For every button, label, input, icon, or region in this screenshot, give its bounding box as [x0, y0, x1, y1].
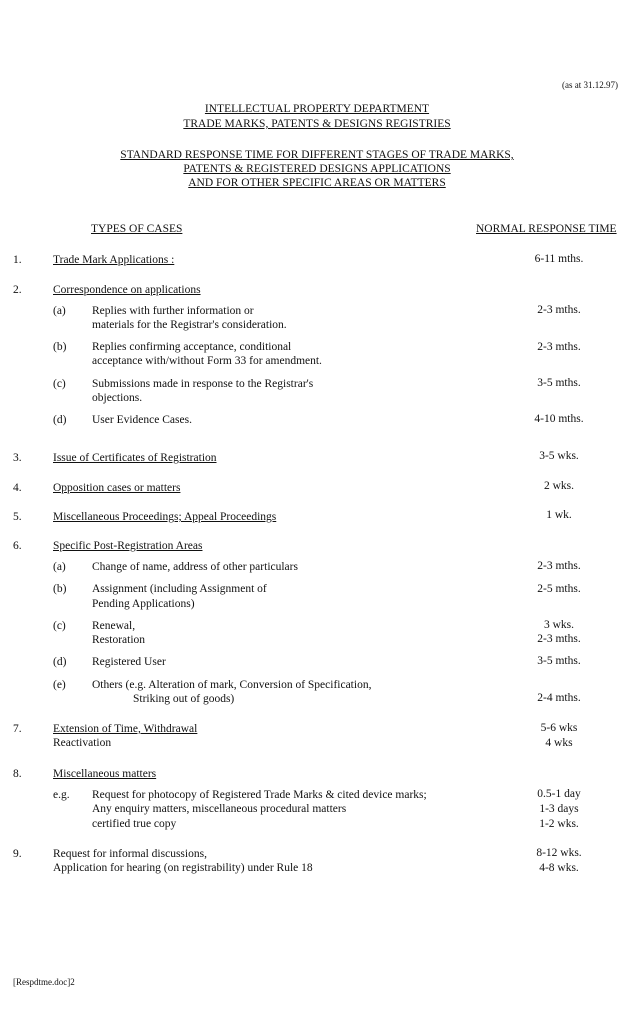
response-time: 3-5 mths. [537, 655, 581, 667]
response-time: 2-4 mths. [537, 692, 581, 704]
column-header-types: TYPES OF CASES [91, 223, 183, 235]
response-time: 4-8 wks. [539, 862, 579, 874]
column-header-time: NORMAL RESPONSE TIME [476, 223, 617, 235]
response-time: 3-5 wks. [539, 450, 579, 462]
item-number: 6. [13, 540, 22, 552]
sub-item-text: Replies with further information or [92, 305, 254, 317]
date-note: (as at 31.12.97) [562, 80, 618, 90]
item-title: Issue of Certificates of Registration [53, 452, 217, 464]
sub-item-text: objections. [92, 392, 143, 404]
response-time: 2 wks. [543, 480, 575, 492]
item-text: Application for hearing (on registrability) under Rule 18 [53, 862, 313, 874]
response-time: 5-6 wks [540, 722, 578, 734]
sub-item-label: (b) [53, 583, 67, 595]
example-label: e.g. [53, 789, 70, 801]
sub-item-label: (e) [53, 679, 66, 691]
sub-item-text: Registered User [92, 656, 166, 668]
response-time: 1 wk. [546, 509, 572, 521]
response-time: 2-3 mths. [537, 633, 581, 645]
response-time: 2-3 mths. [537, 560, 581, 572]
sub-item-text: Submissions made in response to the Registrar's [92, 378, 314, 390]
sub-item-text: Pending Applications) [92, 598, 195, 610]
item-title: Trade Mark Applications : [53, 254, 175, 266]
item-number: 9. [13, 848, 22, 860]
sub-item-label: (c) [53, 378, 66, 390]
sub-item-label: (d) [53, 414, 67, 426]
sub-item-text: Striking out of goods) [133, 693, 235, 705]
item-title: Miscellaneous matters [53, 768, 157, 780]
response-time: 3 wks. [543, 619, 575, 631]
sub-item-text: Replies confirming acceptance, conditional [92, 341, 292, 353]
item-number: 2. [13, 284, 22, 296]
sub-item-text: Assignment (including Assignment of [92, 583, 267, 595]
sub-item-text: materials for the Registrar's consideration. [92, 319, 287, 331]
response-time: 6-11 mths. [534, 253, 584, 265]
response-time: 1-2 wks. [539, 818, 579, 830]
item-title: Specific Post-Registration Areas [53, 540, 203, 552]
title-line-3: AND FOR OTHER SPECIFIC AREAS OR MATTERS [188, 177, 446, 189]
response-time: 4-10 mths. [534, 413, 584, 425]
sub-item-text: Others (e.g. Alteration of mark, Conversion of Specification, [92, 679, 372, 691]
item-number: 4. [13, 482, 22, 494]
item-text: Any enquiry matters, miscellaneous procedural matters [92, 803, 347, 815]
sub-item-text: Change of name, address of other particulars [92, 561, 298, 573]
response-time: 2-5 mths. [537, 583, 581, 595]
item-title: Correspondence on applications [53, 284, 201, 296]
sub-item-label: (d) [53, 656, 67, 668]
response-time: 2-3 mths. [537, 304, 581, 316]
item-title: Extension of Time, Withdrawal [53, 723, 198, 735]
response-time: 4 wks [545, 737, 573, 749]
sub-item-text: acceptance with/without Form 33 for amendment. [92, 355, 322, 367]
item-text: Reactivation [53, 737, 112, 749]
response-time: 3-5 mths. [537, 377, 581, 389]
department-heading: INTELLECTUAL PROPERTY DEPARTMENT [204, 103, 430, 115]
item-text: Request for informal discussions, [53, 848, 207, 860]
title-line-1: STANDARD RESPONSE TIME FOR DIFFERENT STAGES OF TRADE MARKS, [120, 149, 514, 161]
sub-item-label: (b) [53, 341, 67, 353]
title-line-2: PATENTS & REGISTERED DESIGNS APPLICATIONS [183, 163, 451, 175]
file-reference-footer: [Respdtme.doc]2 [13, 977, 75, 987]
sub-item-label: (a) [53, 561, 66, 573]
response-time: 0.5-1 day [537, 788, 581, 800]
sub-item-label: (c) [53, 620, 66, 632]
sub-item-text: Renewal, [92, 620, 136, 632]
item-number: 3. [13, 452, 22, 464]
sub-item-text: Restoration [92, 634, 146, 646]
sub-item-label: (a) [53, 305, 66, 317]
item-number: 1. [13, 254, 22, 266]
item-text: certified true copy [92, 818, 177, 830]
registries-heading: TRADE MARKS, PATENTS & DESIGNS REGISTRIES [183, 118, 451, 130]
response-time: 2-3 mths. [537, 341, 581, 353]
item-number: 5. [13, 511, 22, 523]
item-number: 8. [13, 768, 22, 780]
item-title: Miscellaneous Proceedings; Appeal Proceedings [53, 511, 277, 523]
item-text: Request for photocopy of Registered Trade Marks & cited device marks; [92, 789, 427, 801]
response-time: 8-12 wks. [536, 847, 582, 859]
item-title: Opposition cases or matters [53, 482, 181, 494]
item-number: 7. [13, 723, 22, 735]
sub-item-text: User Evidence Cases. [92, 414, 192, 426]
response-time: 1-3 days [539, 803, 579, 815]
